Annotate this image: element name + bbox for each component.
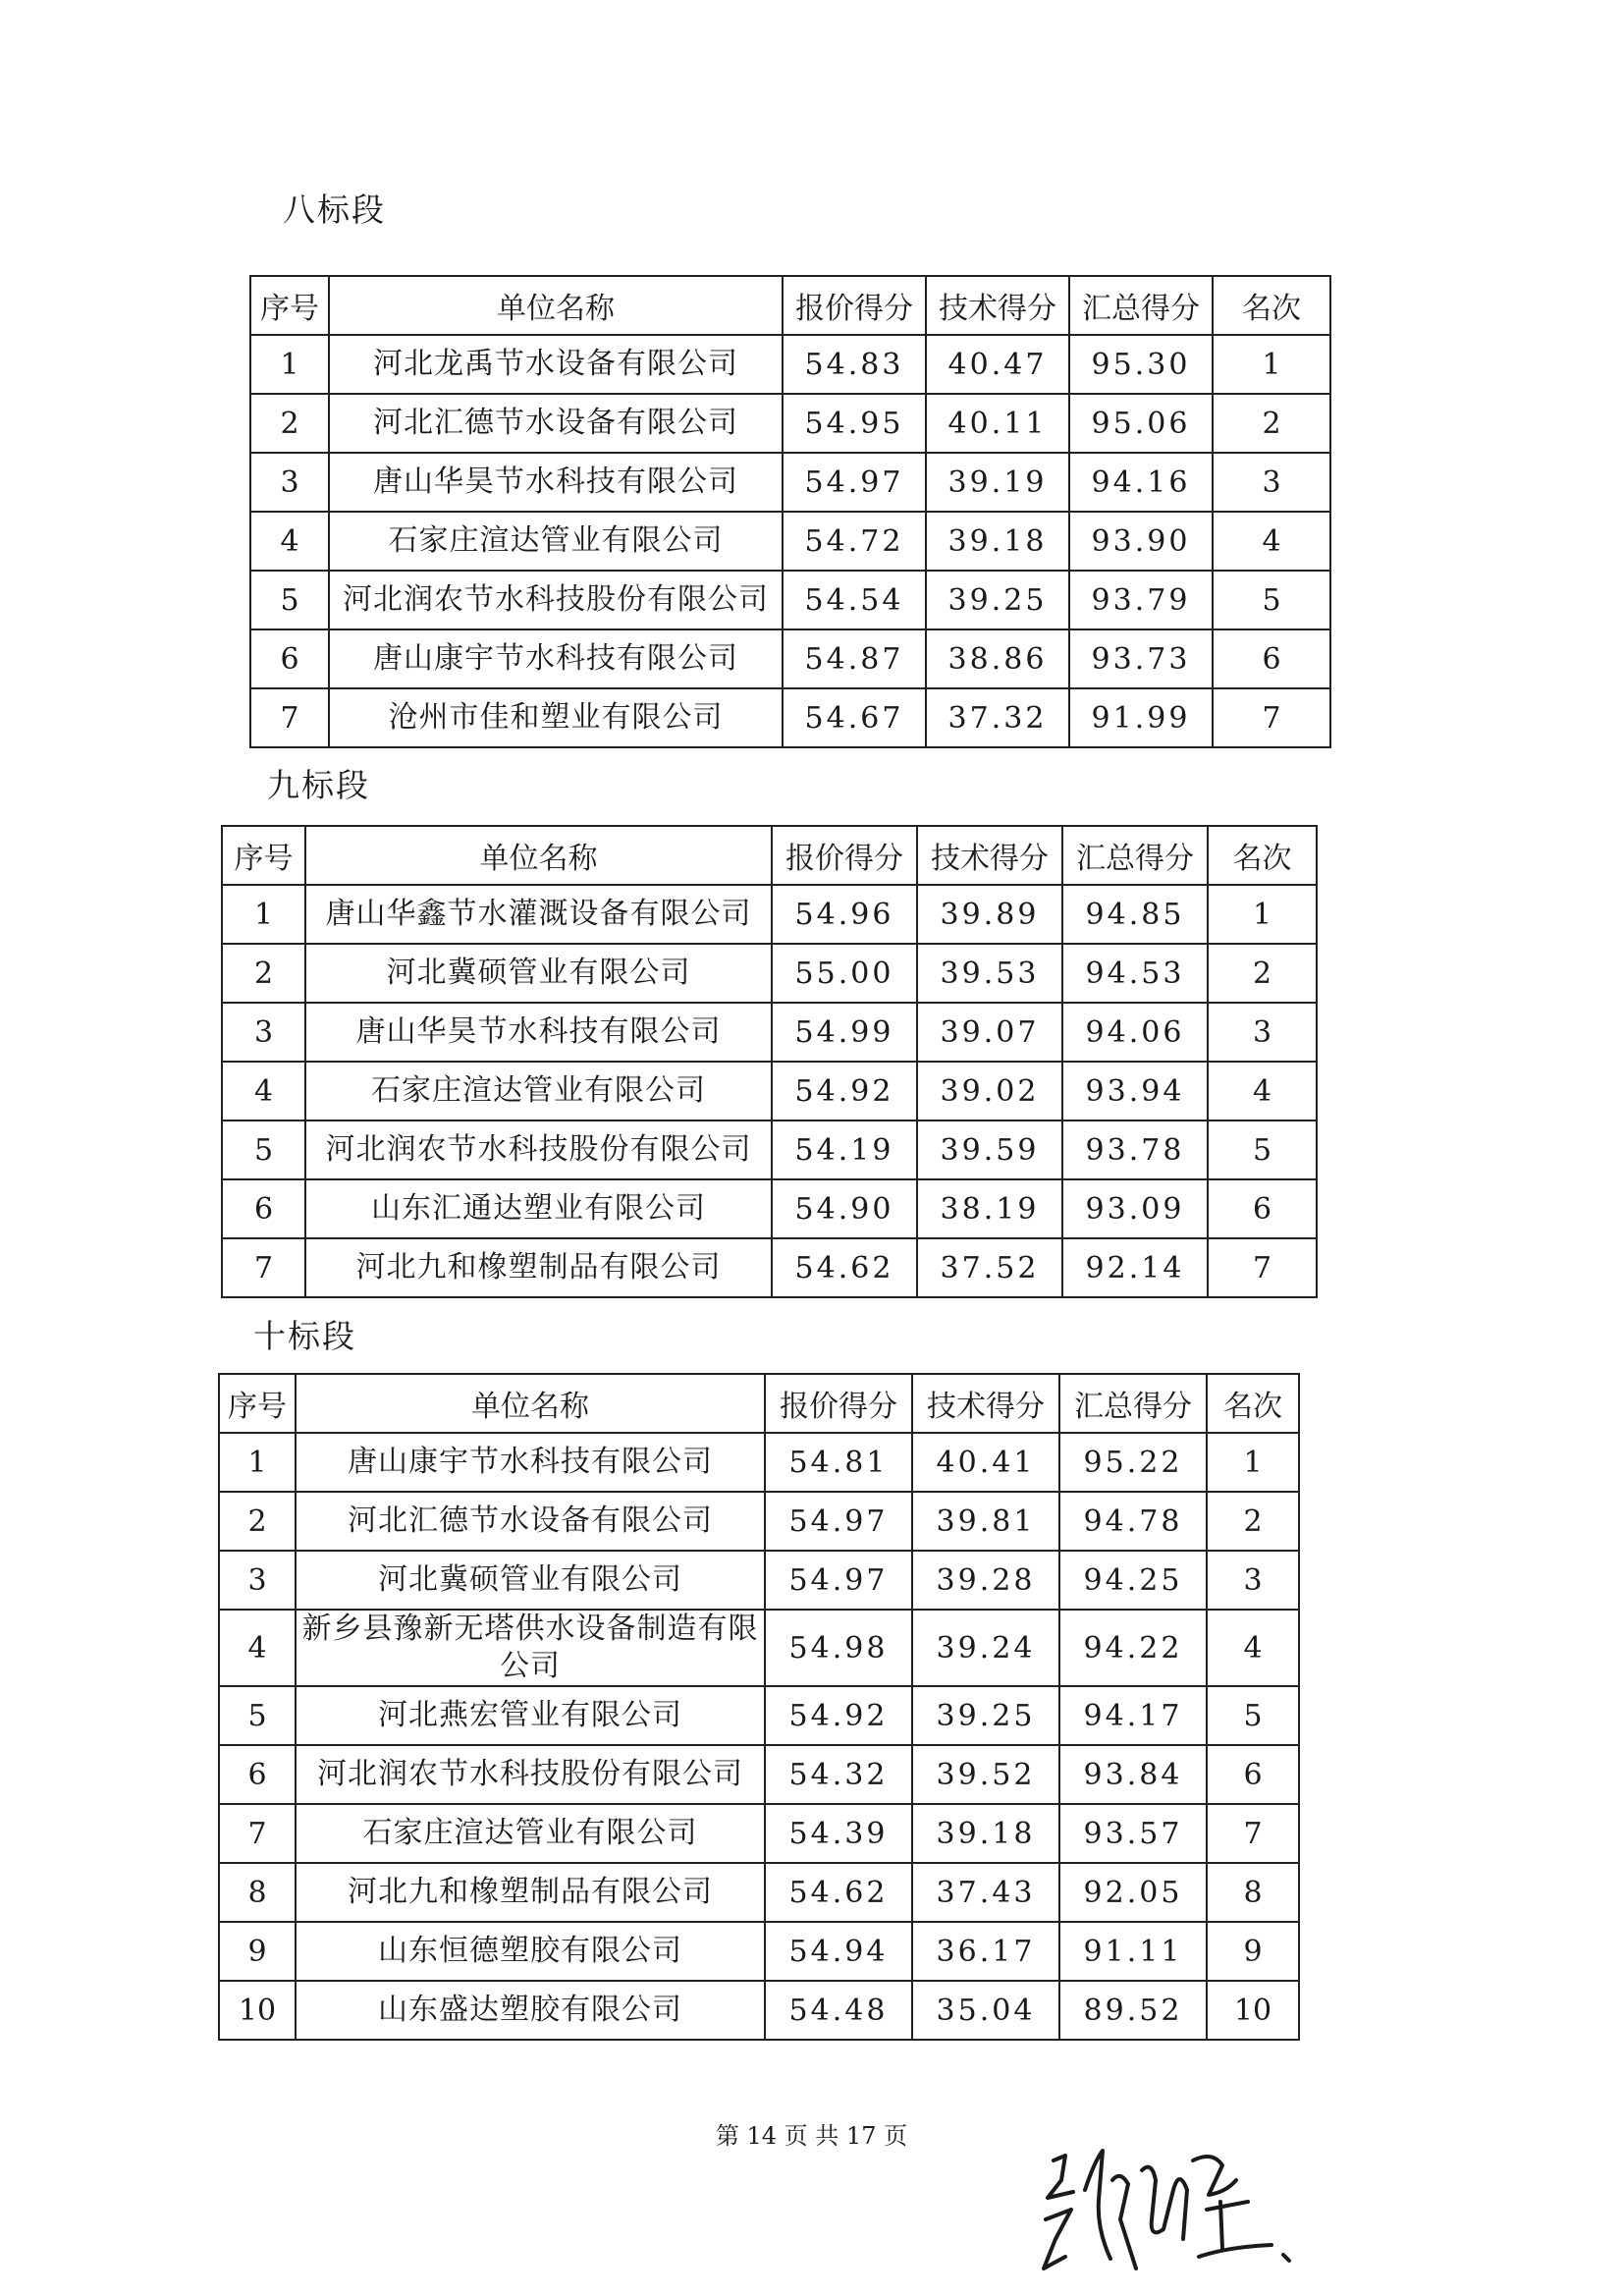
table-row [222,944,1317,1003]
table-row [222,1238,1317,1297]
table-header-row [222,826,1317,885]
rank-cell: 3 [1213,453,1330,512]
tech-score-cell: 39.25 [912,1686,1059,1745]
seq-cell: 9 [219,1922,296,1981]
rank-cell: 3 [1207,1551,1299,1610]
seq-cell: 2 [219,1492,296,1551]
total-score-cell: 93.79 [1069,571,1213,629]
price-score-cell: 54.95 [783,394,926,453]
table-row [219,1981,1299,2040]
company-name-cell: 河北龙禹节水设备有限公司 [329,335,783,394]
company-name-cell: 河北润农节水科技股份有限公司 [296,1745,765,1804]
seq-cell: 4 [219,1610,296,1686]
rank-cell: 5 [1207,1686,1299,1745]
company-name-cell: 河北润农节水科技股份有限公司 [305,1121,772,1179]
rank-cell: 5 [1213,571,1330,629]
tech-score-cell: 35.04 [912,1981,1059,2040]
tech-score-cell: 38.86 [926,629,1069,688]
tech-score-cell: 38.19 [917,1179,1062,1238]
price-score-cell: 54.32 [765,1745,912,1804]
table-row [222,1121,1317,1179]
company-name-cell: 唐山康宇节水科技有限公司 [296,1433,765,1492]
seq-header: 序号 [250,276,329,335]
company-name-cell: 新乡县豫新无塔供水设备制造有限公司 [296,1610,765,1686]
name-header: 单位名称 [329,276,783,335]
rank-cell: 1 [1207,1433,1299,1492]
seq-cell: 3 [250,453,329,512]
total-score-cell: 91.11 [1059,1922,1207,1981]
company-name-cell: 沧州市佳和塑业有限公司 [329,688,783,747]
company-name-cell: 唐山华昊节水科技有限公司 [305,1003,772,1062]
seq-cell: 8 [219,1863,296,1922]
tech-score-cell: 37.52 [917,1238,1062,1297]
seq-cell: 6 [222,1179,305,1238]
company-name-cell: 山东汇通达塑业有限公司 [305,1179,772,1238]
total-score-cell: 95.22 [1059,1433,1207,1492]
tech-score-cell: 39.53 [917,944,1062,1003]
tech-score-cell: 39.25 [926,571,1069,629]
price-score-header: 报价得分 [765,1374,912,1433]
seq-cell: 4 [250,512,329,571]
company-name-cell: 河北冀硕管业有限公司 [305,944,772,1003]
total-score-cell: 92.05 [1059,1863,1207,1922]
price-score-cell: 54.97 [765,1492,912,1551]
seq-cell: 5 [222,1121,305,1179]
seq-cell: 2 [250,394,329,453]
price-score-cell: 54.97 [765,1551,912,1610]
tech-score-cell: 40.41 [912,1433,1059,1492]
table-row [219,1492,1299,1551]
table-row [219,1745,1299,1804]
rank-cell: 7 [1208,1238,1317,1297]
price-score-cell: 54.98 [765,1610,912,1686]
rank-cell: 3 [1208,1003,1317,1062]
tech-score-cell: 39.19 [926,453,1069,512]
table-row [222,1003,1317,1062]
price-score-cell: 54.39 [765,1804,912,1863]
rank-cell: 4 [1213,512,1330,571]
company-name-cell: 河北冀硕管业有限公司 [296,1551,765,1610]
tech-score-cell: 36.17 [912,1922,1059,1981]
seq-cell: 10 [219,1981,296,2040]
table-row [219,1686,1299,1745]
company-name-cell: 石家庄渲达管业有限公司 [296,1804,765,1863]
total-score-cell: 93.84 [1059,1745,1207,1804]
seq-cell: 6 [219,1745,296,1804]
price-score-cell: 54.54 [783,571,926,629]
score-table [218,1373,1300,2041]
company-name-cell: 唐山康宇节水科技有限公司 [329,629,783,688]
price-score-cell: 54.92 [765,1686,912,1745]
rank-cell: 7 [1207,1804,1299,1863]
seq-cell: 3 [219,1551,296,1610]
company-name-cell: 河北九和橡塑制品有限公司 [305,1238,772,1297]
seq-cell: 1 [250,335,329,394]
table-row [250,335,1330,394]
table-row [219,1804,1299,1863]
company-name-cell: 山东盛达塑胶有限公司 [296,1981,765,2040]
company-name-cell: 石家庄渲达管业有限公司 [329,512,783,571]
name-header: 单位名称 [296,1374,765,1433]
company-name-cell: 唐山华鑫节水灌溉设备有限公司 [305,885,772,944]
rank-cell: 5 [1208,1121,1317,1179]
seq-header: 序号 [219,1374,296,1433]
score-table [221,825,1318,1298]
tech-score-cell: 37.32 [926,688,1069,747]
rank-header: 名次 [1213,276,1330,335]
table-row [250,394,1330,453]
price-score-cell: 54.97 [783,453,926,512]
page-number: 第 14 页 共 17 页 [715,2122,908,2150]
table-row [222,1179,1317,1238]
total-score-cell: 93.90 [1069,512,1213,571]
total-score-cell: 91.99 [1069,688,1213,747]
rank-cell: 2 [1213,394,1330,453]
seq-cell: 3 [222,1003,305,1062]
rank-cell: 9 [1207,1922,1299,1981]
total-score-cell: 93.94 [1062,1062,1208,1121]
price-score-header: 报价得分 [772,826,917,885]
rank-cell: 6 [1213,629,1330,688]
table-row [222,1062,1317,1121]
tech-score-cell: 39.07 [917,1003,1062,1062]
total-score-cell: 94.85 [1062,885,1208,944]
total-score-cell: 94.78 [1059,1492,1207,1551]
total-score-cell: 94.16 [1069,453,1213,512]
seq-cell: 1 [222,885,305,944]
rank-cell: 6 [1207,1745,1299,1804]
tech-score-header: 技术得分 [926,276,1069,335]
total-score-cell: 95.30 [1069,335,1213,394]
tech-score-cell: 39.52 [912,1745,1059,1804]
total-score-header: 汇总得分 [1062,826,1208,885]
table-row [219,1863,1299,1922]
score-table [249,275,1331,748]
company-name-cell: 河北汇德节水设备有限公司 [296,1492,765,1551]
signature-image [1026,2121,1321,2288]
seq-cell: 6 [250,629,329,688]
section-title: 八标段 [283,191,386,229]
rank-cell: 2 [1208,944,1317,1003]
tech-score-cell: 40.11 [926,394,1069,453]
seq-cell: 2 [222,944,305,1003]
company-name-cell: 唐山华昊节水科技有限公司 [329,453,783,512]
price-score-cell: 54.96 [772,885,917,944]
rank-cell: 10 [1207,1981,1299,2040]
total-score-header: 汇总得分 [1069,276,1213,335]
tech-score-cell: 37.43 [912,1863,1059,1922]
table-row [250,688,1330,747]
table-row [250,453,1330,512]
total-score-cell: 89.52 [1059,1981,1207,2040]
company-name-cell: 山东恒德塑胶有限公司 [296,1922,765,1981]
section-title: 九标段 [267,766,370,804]
table-row [219,1922,1299,1981]
price-score-cell: 54.94 [765,1922,912,1981]
total-score-cell: 95.06 [1069,394,1213,453]
price-score-cell: 54.48 [765,1981,912,2040]
price-score-cell: 54.62 [772,1238,917,1297]
price-score-cell: 54.62 [765,1863,912,1922]
rank-header: 名次 [1208,826,1317,885]
total-score-cell: 93.57 [1059,1804,1207,1863]
rank-cell: 4 [1208,1062,1317,1121]
table-row [219,1433,1299,1492]
table-row [250,629,1330,688]
tech-score-cell: 40.47 [926,335,1069,394]
rank-cell: 1 [1213,335,1330,394]
total-score-cell: 93.09 [1062,1179,1208,1238]
price-score-cell: 54.81 [765,1433,912,1492]
total-score-header: 汇总得分 [1059,1374,1207,1433]
total-score-cell: 93.73 [1069,629,1213,688]
price-score-cell: 55.00 [772,944,917,1003]
seq-cell: 5 [250,571,329,629]
price-score-header: 报价得分 [783,276,926,335]
seq-cell: 7 [219,1804,296,1863]
name-header: 单位名称 [305,826,772,885]
table-header-row [219,1374,1299,1433]
total-score-cell: 94.06 [1062,1003,1208,1062]
tech-score-cell: 39.59 [917,1121,1062,1179]
rank-cell: 4 [1207,1610,1299,1686]
rank-cell: 7 [1213,688,1330,747]
table-row [250,571,1330,629]
total-score-cell: 93.78 [1062,1121,1208,1179]
total-score-cell: 92.14 [1062,1238,1208,1297]
seq-cell: 5 [219,1686,296,1745]
price-score-cell: 54.87 [783,629,926,688]
total-score-cell: 94.17 [1059,1686,1207,1745]
total-score-cell: 94.53 [1062,944,1208,1003]
rank-cell: 8 [1207,1863,1299,1922]
table-header-row [250,276,1330,335]
total-score-cell: 94.25 [1059,1551,1207,1610]
price-score-cell: 54.67 [783,688,926,747]
section-title: 十标段 [253,1317,356,1355]
price-score-cell: 54.90 [772,1179,917,1238]
seq-cell: 7 [250,688,329,747]
price-score-cell: 54.99 [772,1003,917,1062]
tech-score-header: 技术得分 [912,1374,1059,1433]
rank-header: 名次 [1207,1374,1299,1433]
company-name-cell: 河北润农节水科技股份有限公司 [329,571,783,629]
tech-score-cell: 39.18 [912,1804,1059,1863]
tech-score-header: 技术得分 [917,826,1062,885]
seq-cell: 7 [222,1238,305,1297]
price-score-cell: 54.83 [783,335,926,394]
table-row [222,885,1317,944]
price-score-cell: 54.19 [772,1121,917,1179]
company-name-cell: 石家庄渲达管业有限公司 [305,1062,772,1121]
total-score-cell: 94.22 [1059,1610,1207,1686]
rank-cell: 1 [1208,885,1317,944]
seq-header: 序号 [222,826,305,885]
table-row [219,1610,1299,1686]
table-row [219,1551,1299,1610]
company-name-cell: 河北九和橡塑制品有限公司 [296,1863,765,1922]
tech-score-cell: 39.89 [917,885,1062,944]
tech-score-cell: 39.02 [917,1062,1062,1121]
tech-score-cell: 39.28 [912,1551,1059,1610]
tech-score-cell: 39.81 [912,1492,1059,1551]
table-row [250,512,1330,571]
price-score-cell: 54.72 [783,512,926,571]
company-name-cell: 河北汇德节水设备有限公司 [329,394,783,453]
seq-cell: 4 [222,1062,305,1121]
tech-score-cell: 39.18 [926,512,1069,571]
company-name-cell: 河北燕宏管业有限公司 [296,1686,765,1745]
rank-cell: 6 [1208,1179,1317,1238]
tech-score-cell: 39.24 [912,1610,1059,1686]
seq-cell: 1 [219,1433,296,1492]
price-score-cell: 54.92 [772,1062,917,1121]
rank-cell: 2 [1207,1492,1299,1551]
